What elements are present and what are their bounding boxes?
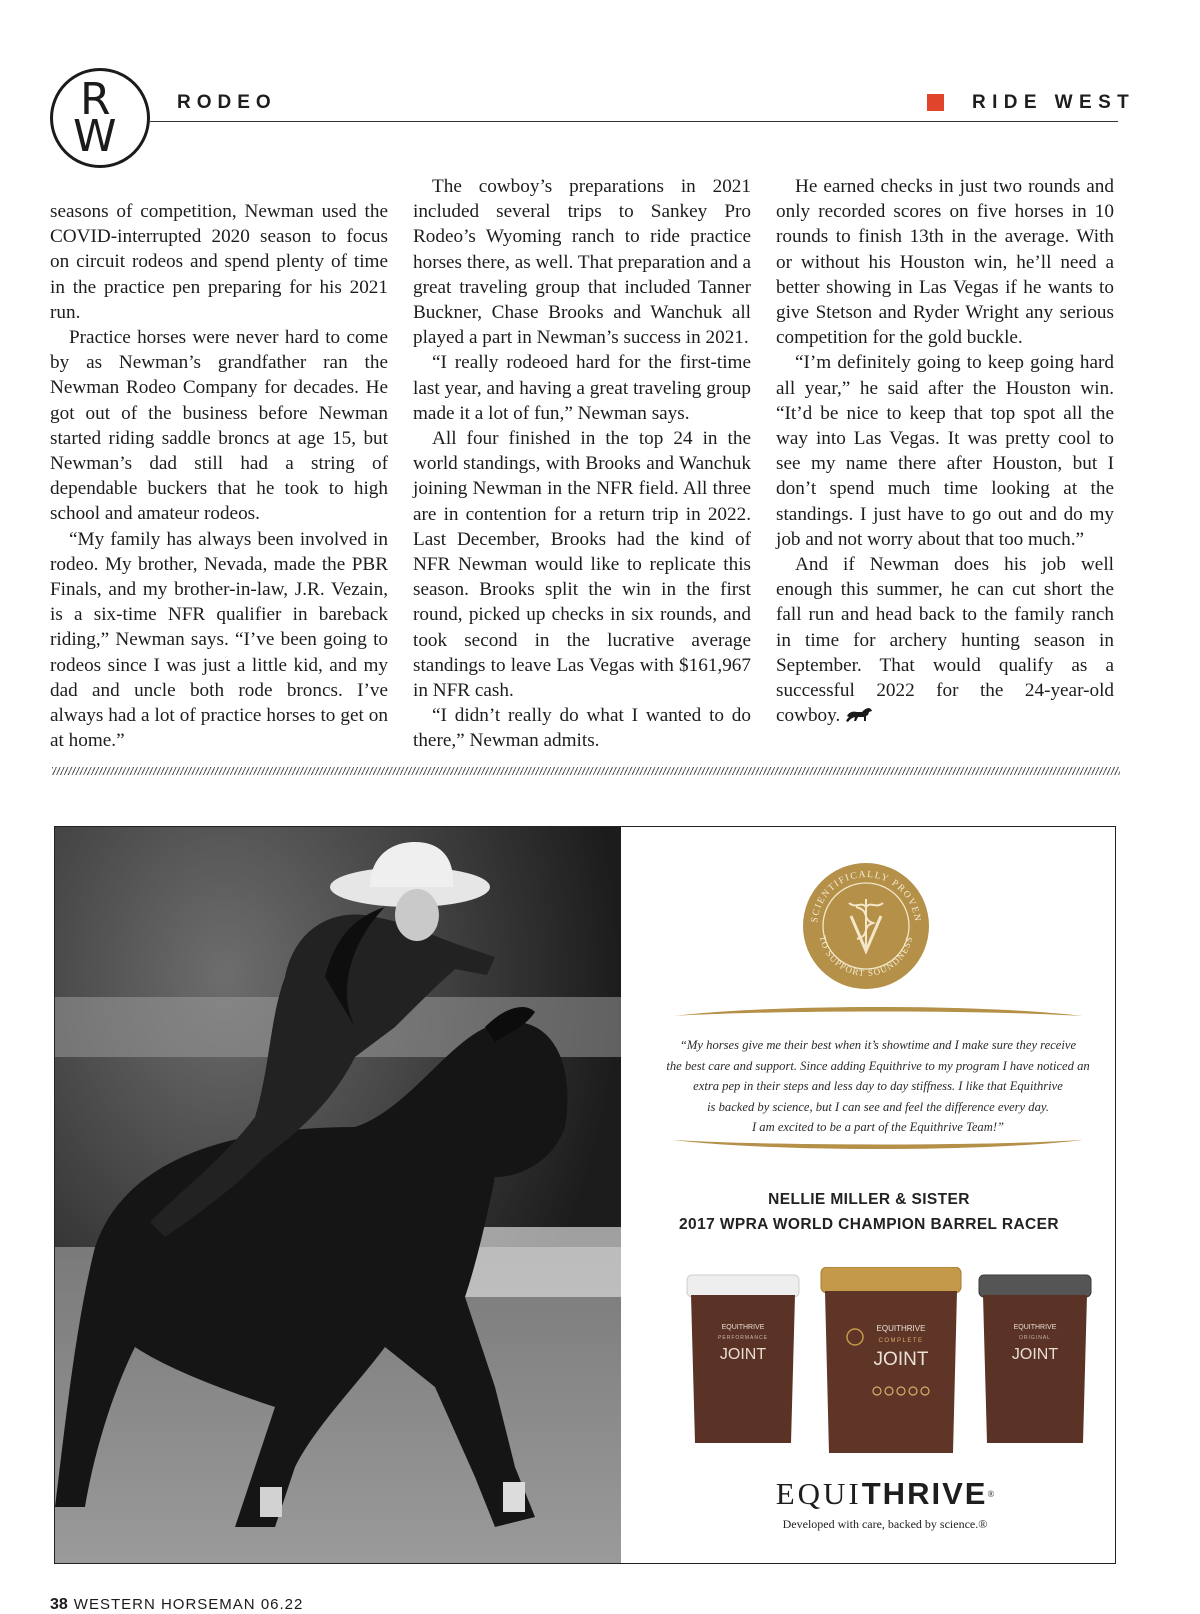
scientifically-proven-seal-icon [801,861,931,991]
section-divider [52,767,1120,775]
tub-name: JOINT [873,1349,929,1370]
product-tub-performance [687,1275,799,1443]
paragraph: The cowboy’s preparations in 2021 included several trips to Sankey Pro Rodeo’s Wyoming ranch to ride practice horses there, as well. That preparation and a great traveling group that included Tanner Buckner, Chase Brooks and Wanchuk all played a part in Newman’s success in 2021. [413,176,751,349]
final-paragraph-text: And if Newman does his job well enough this summer, he can cut short the fall run and head back to the family ranch in time for archery hunting season in September. That would qualify as a successful 2022 for the 24-year-old cowboy. [776,554,1114,727]
product-tub-complete [821,1267,961,1453]
tub-name: JOINT [719,1346,767,1363]
tub-line: ORIGINAL [1019,1335,1051,1341]
paragraph: seasons of competition, Newman used the COVID-interrupted 2020 season to focus on circuit rodeos and spend plenty of time in the practice pen preparing for his 2021 run. [50,201,388,323]
ride-west-logo [50,68,150,168]
paragraph: “My family has always been involved in rodeo. My brother, Nevada, made the PBR Finals, and my brother-in-law, J.R. Vezain, is a six-time NFR qualifier in bareback riding,” Newman says. “I’ve been going to rodeos since I was just a little kid, and my dad and uncle both rode broncs. I’ve always had a lot of practice horses to get on at home.” [50,528,388,752]
logo-letter-w: W [73,111,117,162]
seal-bottom-text: TO SUPPORT SOUNDNESS [817,934,915,979]
endorser-title: 2017 WPRA WORLD CHAMPION BARREL RACER [679,1216,1059,1233]
equithrive-logo [755,1477,1015,1511]
equithrive-advertisement [54,826,1116,1564]
accent-square-icon [927,94,944,111]
article-column-2 [413,174,751,754]
paragraph: All four finished in the top 24 in the world standings, with Brooks and Wanchuk joining Newman in the NFR field. All three are in contention for a return trip in 2022. Last December, Brooks had the kind of NFR Newman would like to replicate this season. Brooks split the win in the first round, picked up checks in six rounds, and took second in the lucrative average standings to leave Las Vegas with $161,967 in NFR cash. [413,428,751,702]
logo-equi: EQUI [775,1476,862,1511]
logo-letter-r: R [80,74,111,125]
tub-line: PERFORMANCE [718,1335,768,1341]
logo-thrive: THRIVE [861,1476,988,1511]
paragraph: Practice horses were never hard to come by as Newman’s grandfather ran the Newman Rodeo Company for decades. He got out of the business before Newman started riding saddle broncs at age 15, but Newman’s dad still had a string of dependable buckers that he took to high school and amateur rodeos. [50,327,388,525]
quote-line: the best care and support. Since adding Equithrive to my program I have noticed an [666,1058,1090,1073]
end-mark-horse-icon [844,706,874,724]
testimonial-quote [653,1035,1103,1138]
testimonial [653,1002,1103,1172]
page-folio [50,1596,303,1614]
paragraph: “I really rodeoed hard for the first-time last year, and having a great traveling group made it a lot of fun,” Newman says. [413,352,751,424]
article-column-1 [50,199,388,753]
paragraph: “I didn’t really do what I wanted to do there,” Newman admits. [413,705,751,752]
section-brand: RIDE WEST [972,92,1136,113]
barrel-racer-photo [55,827,621,1563]
section-label: RODEO [177,92,277,113]
quote-line: extra pep in their steps and less day to day stiffness. I like that Equithrive [693,1079,1063,1094]
issue-date: 06.22 [260,1596,304,1613]
quote-line: is backed by science, but I can see and feel the difference every day. [707,1099,1049,1114]
endorser-credit [621,1187,1116,1237]
tub-brand: EQUITHRIVE [876,1324,926,1333]
product-tub-original [979,1275,1091,1443]
paragraph: He earned checks in just two rounds and only recorded scores on five horses in 10 rounds to finish 13th in the average. With or without his Houston win, he’ll need a better showing in Las Vegas if he wants to give Stetson and Ryder Wright any serious competition for the gold buckle. [776,176,1114,349]
tub-name: JOINT [1011,1346,1059,1363]
paragraph [776,552,1114,728]
seal-top-text: SCIENTIFICALLY PROVEN [810,869,922,924]
quote-line: I am excited to be a part of the Equithrive Team!” [751,1120,1005,1135]
publication-name: WESTERN HORSEMAN [73,1596,256,1613]
logo-registered-mark: ® [987,1489,995,1499]
page-number: 38 [50,1596,68,1613]
paragraph: “I’m definitely going to keep going hard all year,” he said after the Houston win. “It’d be nice to keep that top spot all the way into Las Vegas. It was pretty cool to see my name there after Houston, but I don’t spend much time looking at the standings. I just have to go out and do my job and not worry about that too much.” [776,352,1114,550]
header-rule [150,121,1118,122]
tub-line: COMPLETE [878,1338,924,1344]
quote-line: “My horses give me their best when it’s showtime and I make sure they receive [679,1038,1077,1052]
article-column-3 [776,174,1114,728]
endorser-name: NELLIE MILLER & SISTER [768,1191,970,1208]
brand-tagline: Developed with care, backed by science.® [782,1517,988,1531]
tub-brand: EQUITHRIVE [1013,1324,1057,1331]
tub-brand: EQUITHRIVE [721,1324,765,1331]
product-tubs [681,1267,1101,1457]
